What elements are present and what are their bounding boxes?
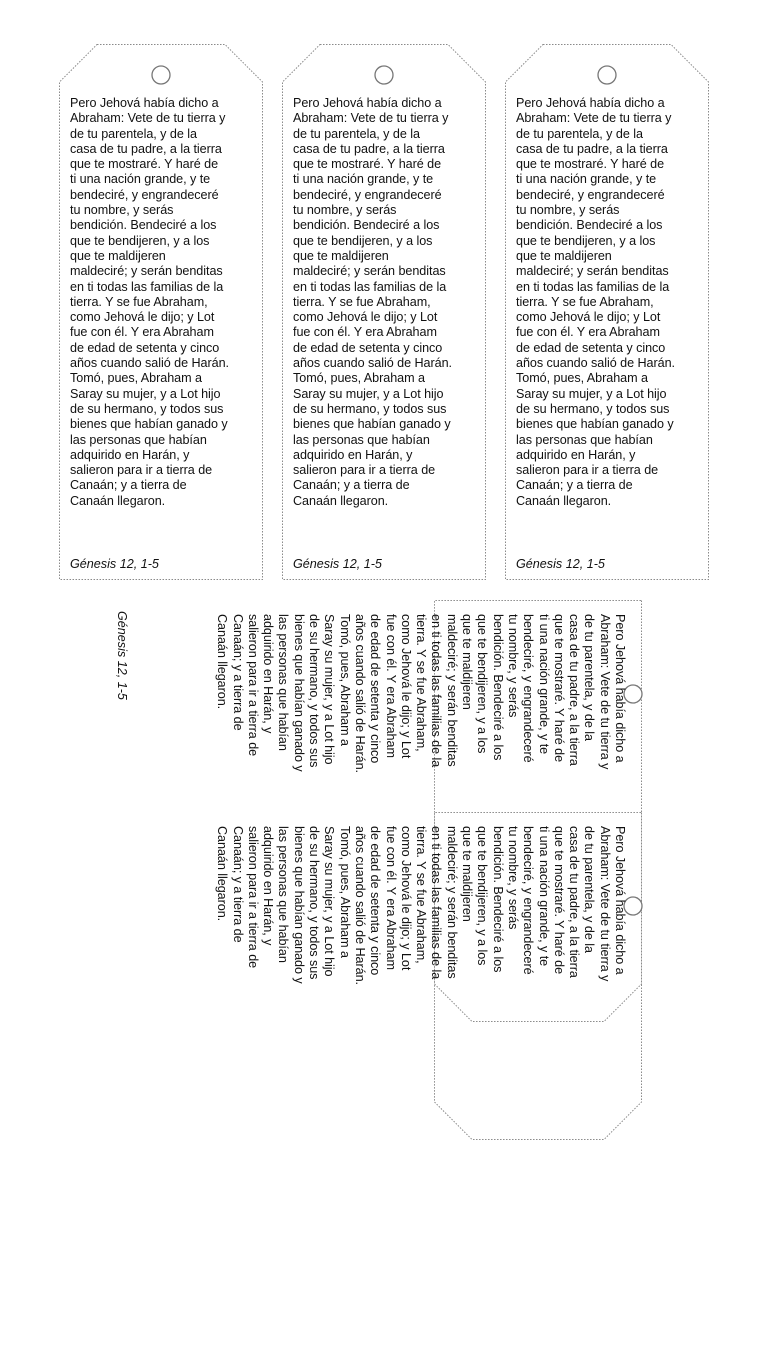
gift-tag-3 xyxy=(505,44,709,580)
tag-hole-icon xyxy=(598,66,616,84)
tag-citation: Génesis 12, 1-5 xyxy=(115,611,129,700)
gift-tag-1 xyxy=(59,44,263,580)
tag-scripture-text: Pero Jehová había dicho a Abraham: Vete de tu tierra y de tu parentela, y de la casa de tu padre, a la tierra que te mostraré. Y haré de ti una nación grande, y te bendeciré, y engrandeceré tu nombre, y serás bendición. Bendeciré a los que te bendijeren, y a los que te maldijeren maldeciré; y serán benditas en ti todas las familias de la tierra. Y se fue Abraham, como Jehová le dijo; y Lot fue con él. Y era Abraham de edad de setenta y cinco años cuando salió de Harán. Tomó, pues, Abraham a Saray su mujer, y a Lot hijo de su hermano, y todos sus bienes que habían ganado y las personas que habían adquirido en Harán, y salieron para ir a tierra de Canaán; y a tierra de Canaán llegaron. xyxy=(516,96,675,508)
gift-tag-2 xyxy=(282,44,486,580)
tag-scripture-text: Pero Jehová había dicho a Abraham: Vete de tu tierra y de tu parentela, y de la casa de tu padre, a la tierra que te mostraré. Y haré de ti una nación grande, y te bendeciré, y engrandeceré tu nombre, y serás bendición. Bendeciré a los que te bendijeren, y a los que te maldijeren maldeciré; y serán benditas en ti todas las familias de la tierra. Y se fue Abraham, como Jehová le dijo; y Lot fue con él. Y era Abraham de edad de setenta y cinco años cuando salió de Harán. Tomó, pues, Abraham a Saray su mujer, y a Lot hijo de su hermano, y todos sus bienes que habían ganado y las personas que habían adquirido en Harán, y salieron para ir a tierra de Canaán; y a tierra de Canaán llegaron. xyxy=(215,614,627,773)
tag-scripture-text: Pero Jehová había dicho a Abraham: Vete de tu tierra y de tu parentela, y de la casa de tu padre, a la tierra que te mostraré. Y haré de ti una nación grande, y te bendeciré, y engrandeceré tu nombre, y serás bendición. Bendeciré a los que te bendijeren, y a los que te maldijeren maldeciré; y serán benditas en ti todas las familias de la tierra. Y se fue Abraham, como Jehová le dijo; y Lot fue con él. Y era Abraham de edad de setenta y cinco años cuando salió de Harán. Tomó, pues, Abraham a Saray su mujer, y a Lot hijo de su hermano, y todos sus bienes que habían ganado y las personas que habían adquirido en Harán, y salieron para ir a tierra de Canaán; y a tierra de Canaán llegaron. xyxy=(215,826,627,985)
tag-scripture-text: Pero Jehová había dicho a Abraham: Vete de tu tierra y de tu parentela, y de la casa de tu padre, a la tierra que te mostraré. Y haré de ti una nación grande, y te bendeciré, y engrandeceré tu nombre, y serás bendición. Bendeciré a los que te bendijeren, y a los que te maldijeren maldeciré; y serán benditas en ti todas las familias de la tierra. Y se fue Abraham, como Jehová le dijo; y Lot fue con él. Y era Abraham de edad de setenta y cinco años cuando salió de Harán. Tomó, pues, Abraham a Saray su mujer, y a Lot hijo de su hermano, y todos sus bienes que habían ganado y las personas que habían adquirido en Harán, y salieron para ir a tierra de Canaán; y a tierra de Canaán llegaron. xyxy=(293,96,452,508)
tag-hole-icon xyxy=(375,66,393,84)
tag-citation: Génesis 12, 1-5 xyxy=(293,557,382,571)
tag-citation: Génesis 12, 1-5 xyxy=(70,557,159,571)
tag-scripture-text: Pero Jehová había dicho a Abraham: Vete de tu tierra y de tu parentela, y de la casa de tu padre, a la tierra que te mostraré. Y haré de ti una nación grande, y te bendeciré, y engrandeceré tu nombre, y serás bendición. Bendeciré a los que te bendijeren, y a los que te maldijeren maldeciré; y serán benditas en ti todas las familias de la tierra. Y se fue Abraham, como Jehová le dijo; y Lot fue con él. Y era Abraham de edad de setenta y cinco años cuando salió de Harán. Tomó, pues, Abraham a Saray su mujer, y a Lot hijo de su hermano, y todos sus bienes que habían ganado y las personas que habían adquirido en Harán, y salieron para ir a tierra de Canaán; y a tierra de Canaán llegaron. xyxy=(70,96,229,508)
tag-hole-icon xyxy=(152,66,170,84)
gift-tag-5 xyxy=(215,812,642,1352)
tag-citation: Génesis 12, 1-5 xyxy=(516,557,605,571)
